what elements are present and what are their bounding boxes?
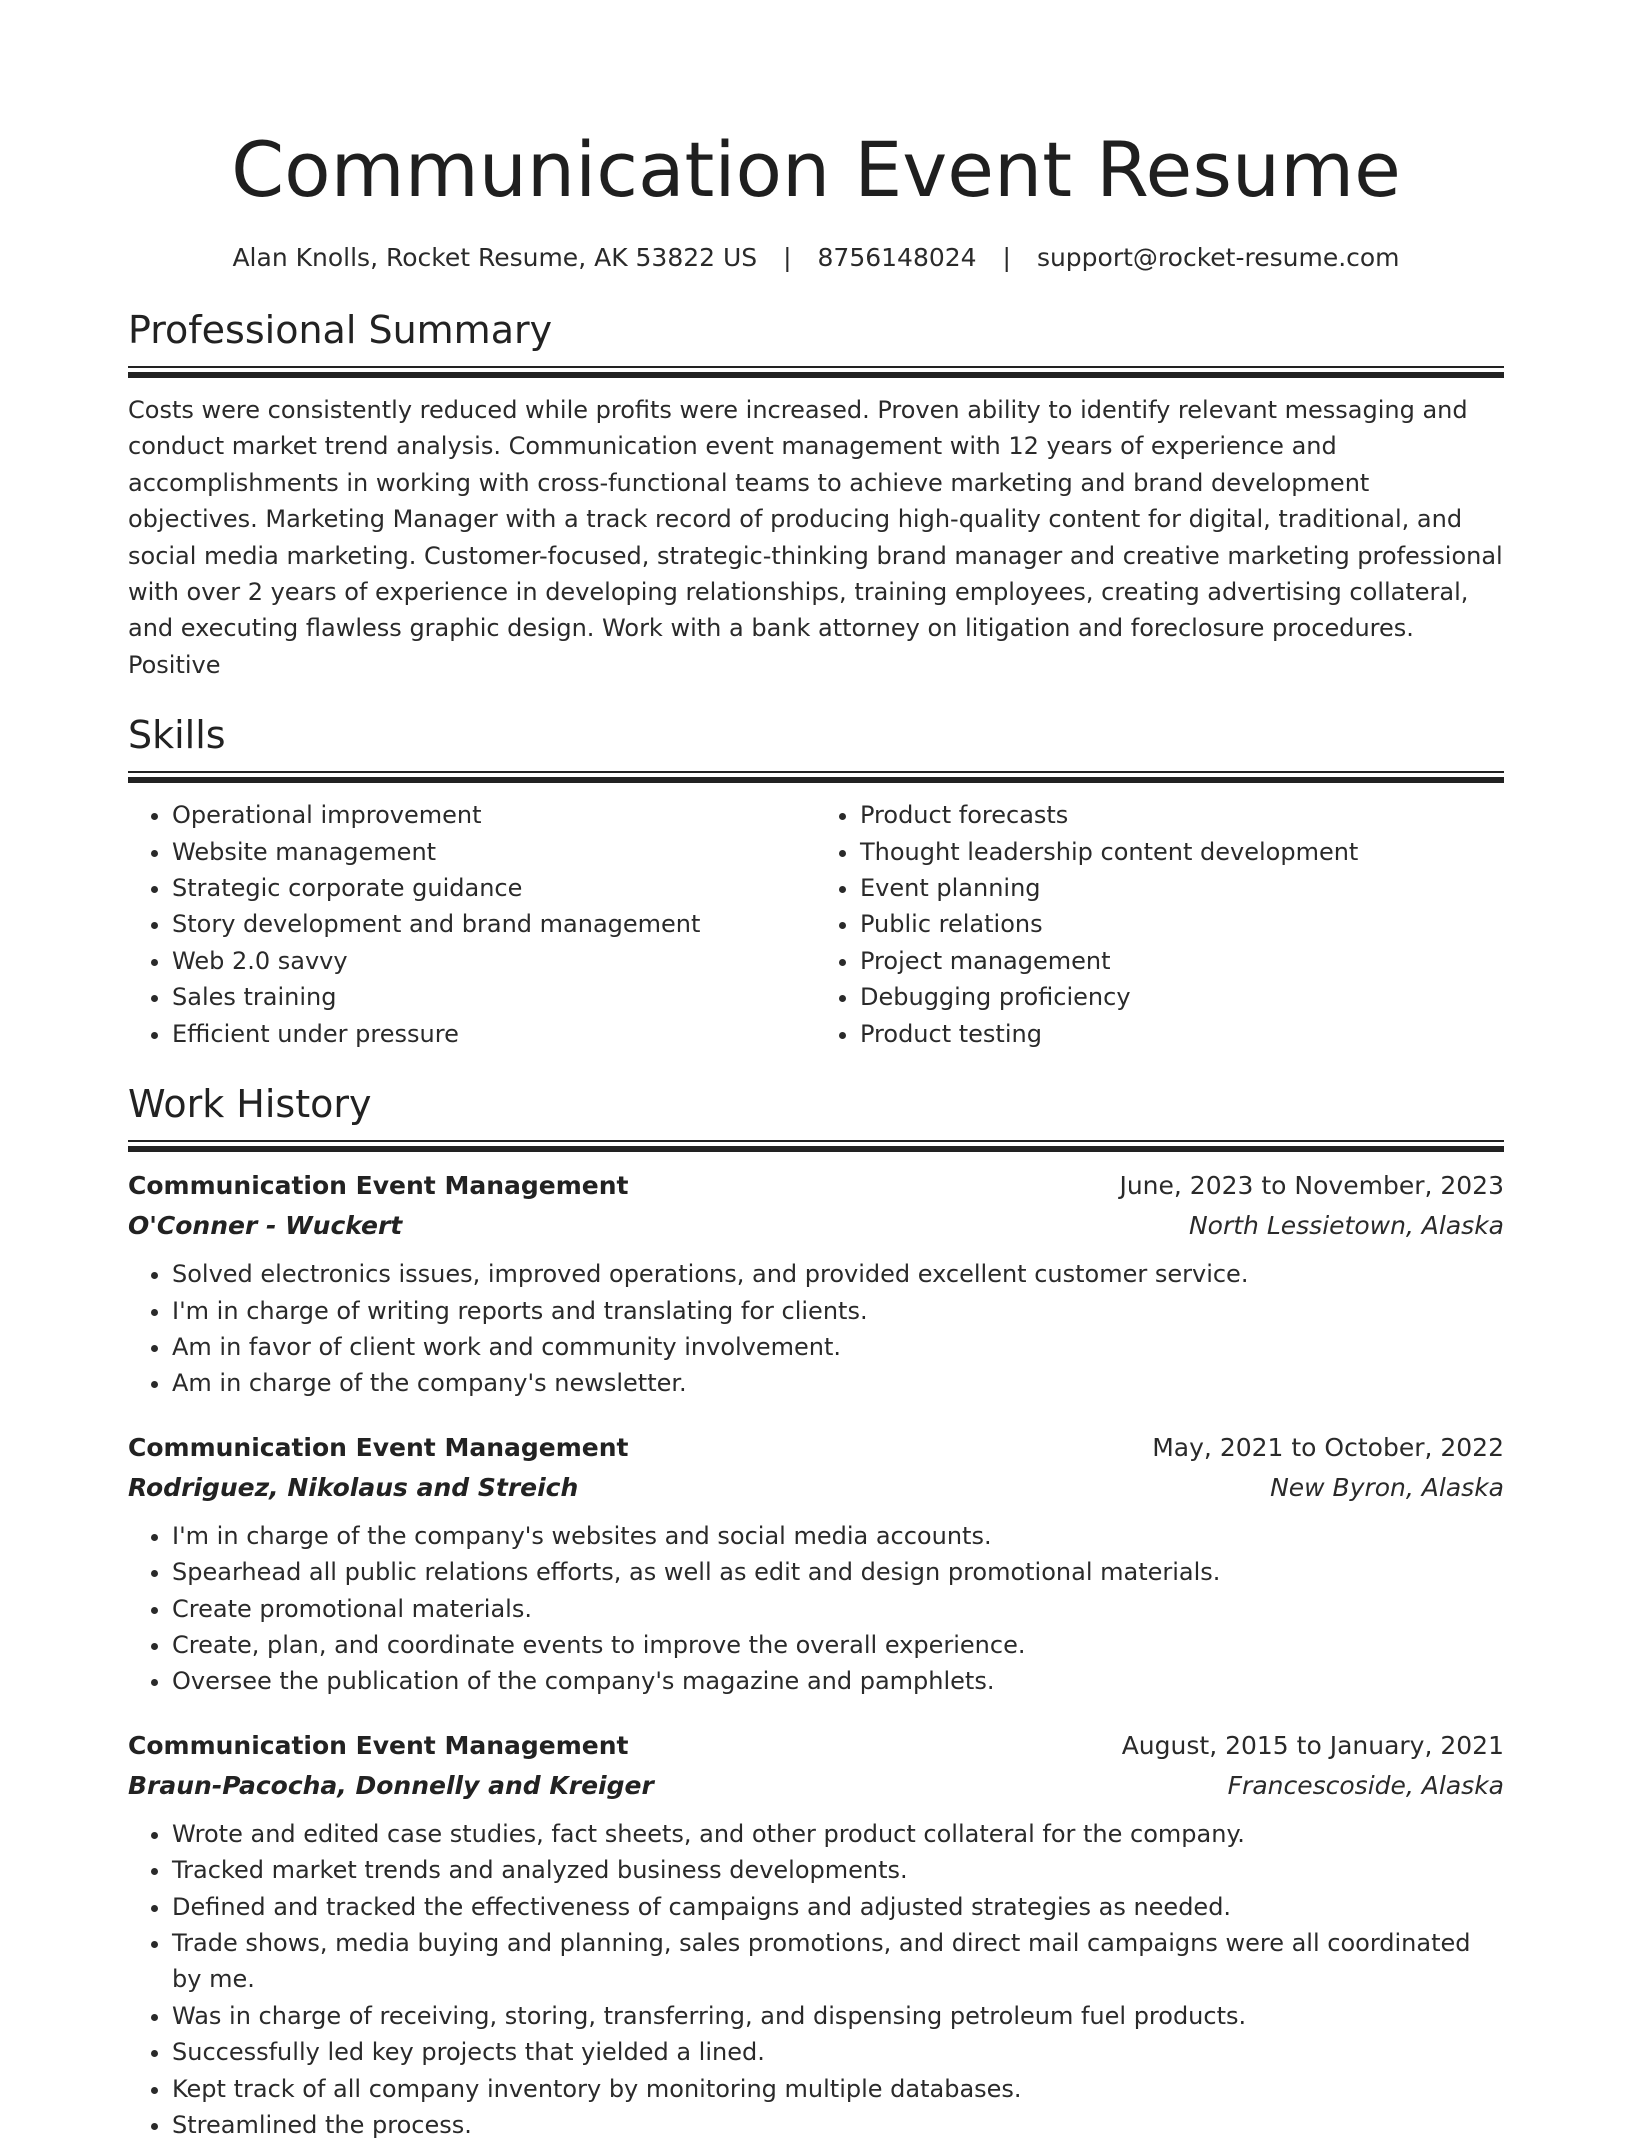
contact-separator: | <box>1002 243 1011 272</box>
skill-item: • Efficient under pressure <box>172 1016 816 1052</box>
job-duty-item: • Am in charge of the company's newsletter. <box>172 1365 1504 1401</box>
job-location: North Lessietown, Alaska <box>1188 1211 1504 1241</box>
job-duty-item: • Oversee the publication of the company's magazine and pamphlets. <box>172 1663 1504 1699</box>
skill-item: • Event planning <box>860 870 1504 906</box>
divider-thick-line <box>128 1146 1504 1152</box>
skill-item: • Story development and brand management <box>172 906 816 942</box>
section-divider <box>128 1140 1504 1152</box>
job-company-row <box>128 1766 1504 1806</box>
skill-item: • Debugging proficiency <box>860 979 1504 1015</box>
job-dates: May, 2021 to October, 2022 <box>1152 1432 1504 1462</box>
job-duty-item: • I'm in charge of the company's websites and social media accounts. <box>172 1518 1504 1554</box>
job-header-row <box>128 1166 1504 1206</box>
job-company: Braun-Pacocha, Donnelly and Kreiger <box>128 1770 654 1800</box>
job-title: Communication Event Management <box>128 1730 629 1760</box>
summary-heading: Professional Summary <box>128 308 553 352</box>
skill-item: • Website management <box>172 834 816 870</box>
skill-item: • Public relations <box>860 906 1504 942</box>
skill-item: • Strategic corporate guidance <box>172 870 816 906</box>
contact-phone: 8756148024 <box>817 243 977 272</box>
job-duties-list <box>128 1518 1504 1700</box>
skill-item: • Product testing <box>860 1016 1504 1052</box>
skills-list-left <box>128 797 816 1052</box>
job-title: Communication Event Management <box>128 1432 629 1462</box>
job-duty-item: • Create, plan, and coordinate events to improve the overall experience. <box>172 1627 1504 1663</box>
job-location: Francescoside, Alaska <box>1227 1770 1504 1800</box>
job-duty-item: • I'm in charge of writing reports and translating for clients. <box>172 1293 1504 1329</box>
job-duty-item: • Am in favor of client work and community involvement. <box>172 1329 1504 1365</box>
job-company-row <box>128 1468 1504 1508</box>
job-entry <box>128 1166 1504 1402</box>
job-duty-item: • Create promotional materials. <box>172 1591 1504 1627</box>
job-dates: June, 2023 to November, 2023 <box>1119 1171 1504 1201</box>
contact-address: Alan Knolls, Rocket Resume, AK 53822 US <box>232 243 758 272</box>
skill-item: • Thought leadership content development <box>860 834 1504 870</box>
divider-thin-line <box>128 1140 1504 1142</box>
skill-item: • Product forecasts <box>860 797 1504 833</box>
divider-thick-line <box>128 777 1504 783</box>
job-duty-item: • Tracked market trends and analyzed business developments. <box>172 1852 1504 1888</box>
summary-text: Costs were consistently reduced while profits were increased. Proven ability to identify relevant messaging and conduct market trend analysis. Communication event management with 12 years of experience and accomplishments in working with cross-functional teams to achieve marketing and brand development objectives. Marketing Manager with a track record of producing high-quality content for digital, traditional, and social media marketing. Customer-focused, strategic-thinking brand manager and creative marketing professional with over 2 years of experience in developing relationships, training employees, creating advertising collateral, and executing flawless graphic design. Work with a bank attorney on litigation and foreclosure procedures. Positive <box>128 396 1503 679</box>
skills-section <box>128 711 1504 1052</box>
skill-item: • Web 2.0 savvy <box>172 943 816 979</box>
job-duty-item: • Spearhead all public relations efforts, as well as edit and design promotional materials. <box>172 1554 1504 1590</box>
job-duty-item: • Streamlined the process. <box>172 2107 1504 2143</box>
resume-title: Communication Event Resume <box>231 125 1401 214</box>
skills-heading: Skills <box>128 713 226 758</box>
skill-item: • Operational improvement <box>172 797 816 833</box>
skill-item: • Sales training <box>172 979 816 1015</box>
job-header-row <box>128 1726 1504 1766</box>
divider-thin-line <box>128 771 1504 773</box>
job-duty-item: • Was in charge of receiving, storing, transferring, and dispensing petroleum fuel products. <box>172 1998 1504 2034</box>
skill-item: • Project management <box>860 943 1504 979</box>
job-duties-list <box>128 1816 1504 2143</box>
job-header-row <box>128 1428 1504 1468</box>
job-entry <box>128 1428 1504 1700</box>
contact-separator: | <box>783 243 792 272</box>
job-location: New Byron, Alaska <box>1270 1472 1504 1502</box>
job-duty-item: • Trade shows, media buying and planning, sales promotions, and direct mail campaigns were all coordinated by me. <box>172 1925 1504 1998</box>
job-company: O'Conner - Wuckert <box>128 1211 403 1241</box>
section-divider <box>128 366 1504 378</box>
skills-columns <box>128 797 1504 1052</box>
job-duties-list <box>128 1256 1504 1402</box>
job-company: Rodriguez, Nikolaus and Streich <box>128 1472 579 1502</box>
divider-thick-line <box>128 372 1504 378</box>
job-title: Communication Event Management <box>128 1171 629 1201</box>
job-duty-item: • Kept track of all company inventory by monitoring multiple databases. <box>172 2071 1504 2107</box>
job-dates: August, 2015 to January, 2021 <box>1121 1730 1504 1760</box>
job-duty-item: • Wrote and edited case studies, fact sheets, and other product collateral for the company. <box>172 1816 1504 1852</box>
skills-list-right <box>816 797 1504 1052</box>
contact-line <box>128 240 1504 276</box>
work-history-heading: Work History <box>128 1082 372 1127</box>
job-entry <box>128 1726 1504 2143</box>
job-duty-item: • Defined and tracked the effectiveness of campaigns and adjusted strategies as needed. <box>172 1889 1504 1925</box>
job-duty-item: • Solved electronics issues, improved operations, and provided excellent customer service. <box>172 1256 1504 1292</box>
contact-email: support@rocket-resume.com <box>1036 243 1400 272</box>
divider-thin-line <box>128 366 1504 368</box>
work-history-section <box>128 1080 1504 2143</box>
section-divider <box>128 771 1504 783</box>
job-company-row <box>128 1206 1504 1246</box>
summary-section <box>128 306 1504 683</box>
job-duty-item: • Successfully led key projects that yielded a lined. <box>172 2034 1504 2070</box>
